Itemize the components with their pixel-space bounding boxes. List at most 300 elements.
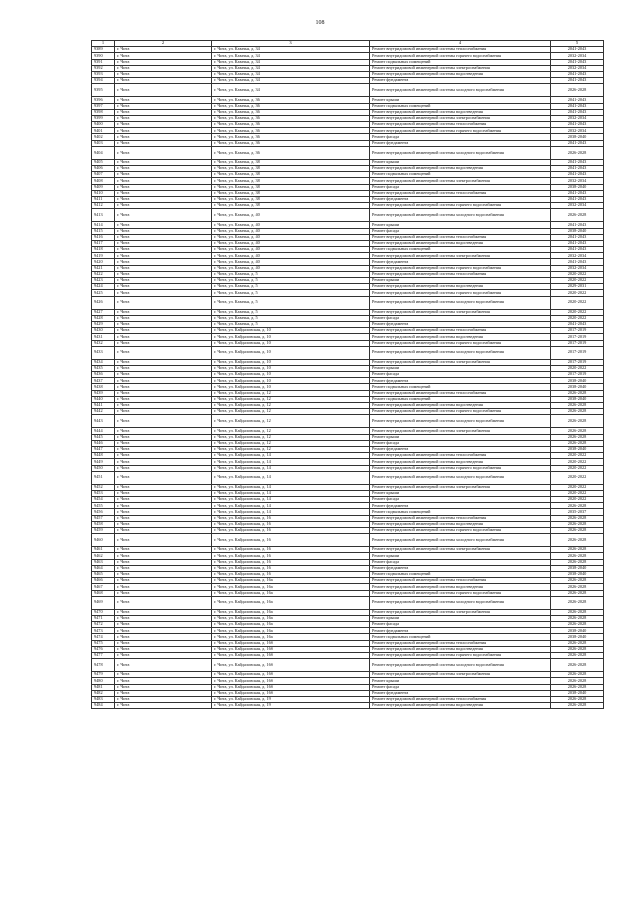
repair-period: 2017-2019: [551, 340, 604, 346]
row-number: 9481: [92, 684, 115, 690]
row-number: 9412: [92, 203, 115, 209]
row-number: 9437: [92, 378, 115, 384]
address: г. Чита, ул. Кайдаловская, д. 16б: [212, 684, 370, 690]
settlement: г. Чита: [115, 321, 212, 327]
address: г. Чита, ул. Казачья, д. 34: [212, 84, 370, 97]
repair-period: 2026-2028: [551, 584, 604, 590]
address: г. Чита, ул. Казачья, д. 38: [212, 203, 370, 209]
row-number: 9424: [92, 284, 115, 290]
repair-period: 2038-2040: [551, 228, 604, 234]
work-type: Ремонт фундамента: [370, 321, 551, 327]
table-row: [92, 346, 604, 359]
row-number: 9433: [92, 346, 115, 359]
settlement: г. Чита: [115, 296, 212, 309]
work-type: Ремонт крыши: [370, 490, 551, 496]
address: г. Чита, ул. Казачья, д. 38: [212, 166, 370, 172]
settlement: г. Чита: [115, 328, 212, 334]
row-number: 9479: [92, 672, 115, 678]
repair-period: 2041-2043: [551, 190, 604, 196]
settlement: г. Чита: [115, 115, 212, 121]
settlement: г. Чита: [115, 415, 212, 428]
repair-period: 2041-2043: [551, 234, 604, 240]
repair-period: 2020-2022: [551, 459, 604, 465]
row-number: 9466: [92, 578, 115, 584]
work-type: Ремонт внутридомовой инженерной системы теплоснабжения: [370, 390, 551, 396]
column-number: 4: [370, 41, 551, 47]
work-type: Ремонт фундамента: [370, 196, 551, 202]
work-type: Ремонт внутридомовой инженерной системы теплоснабжения: [370, 578, 551, 584]
settlement: г. Чита: [115, 334, 212, 340]
repair-period: 2026-2028: [551, 640, 604, 646]
settlement: г. Чита: [115, 459, 212, 465]
work-type: Ремонт внутридомовой инженерной системы водоотведения: [370, 334, 551, 340]
repair-period: 2038-2040: [551, 571, 604, 577]
settlement: г. Чита: [115, 396, 212, 402]
settlement: г. Чита: [115, 503, 212, 509]
work-type: Ремонт внутридомовой инженерной системы водоотведения: [370, 166, 551, 172]
row-number: 9434: [92, 359, 115, 365]
repair-period: 2026-2028: [551, 684, 604, 690]
repair-period: 2032-2034: [551, 253, 604, 259]
settlement: г. Чита: [115, 271, 212, 277]
address: г. Чита, ул. Казачья, д. 36: [212, 140, 370, 146]
row-number: 9399: [92, 115, 115, 121]
settlement: г. Чита: [115, 659, 212, 672]
work-type: Ремонт подвальных помещений: [370, 59, 551, 65]
repair-period: 2017-2019: [551, 346, 604, 359]
address: г. Чита, ул. Казачья, д. 36: [212, 109, 370, 115]
work-type: Ремонт крыши: [370, 434, 551, 440]
work-type: Ремонт подвальных помещений: [370, 634, 551, 640]
row-number: 9474: [92, 634, 115, 640]
column-number: 3: [212, 41, 370, 47]
settlement: г. Чита: [115, 534, 212, 547]
repair-period: 2038-2040: [551, 184, 604, 190]
work-type: Ремонт внутридомовой инженерной системы водоотведения: [370, 459, 551, 465]
address: г. Чита, ул. Кайдаловская, д. 16: [212, 515, 370, 521]
address: г. Чита, ул. Казачья, д. 40: [212, 265, 370, 271]
address: г. Чита, ул. Кайдаловская, д. 12: [212, 434, 370, 440]
work-type: Ремонт внутридомовой инженерной системы холодного водоснабжения: [370, 209, 551, 222]
row-number: 9418: [92, 247, 115, 253]
row-number: 9398: [92, 109, 115, 115]
row-number: 9401: [92, 128, 115, 134]
repair-period: 2038-2040: [551, 628, 604, 634]
repair-period: 2038-2040: [551, 134, 604, 140]
work-type: Ремонт внутридомовой инженерной системы электроснабжения: [370, 253, 551, 259]
repair-period: 2026-2028: [551, 390, 604, 396]
row-number: 9457: [92, 515, 115, 521]
row-number: 9448: [92, 453, 115, 459]
address: г. Чита, ул. Казачья, д. 40: [212, 209, 370, 222]
address: г. Чита, ул. Кайдаловская, д. 10: [212, 346, 370, 359]
work-type: Ремонт внутридомовой инженерной системы водоотведения: [370, 240, 551, 246]
settlement: г. Чита: [115, 346, 212, 359]
address: г. Чита, ул. Кайдаловская, д. 19: [212, 696, 370, 702]
row-number: 9410: [92, 190, 115, 196]
settlement: г. Чита: [115, 140, 212, 146]
work-type: Ремонт внутридомовой инженерной системы горячего водоснабжения: [370, 290, 551, 296]
address: г. Чита, ул. Казачья, д. 36: [212, 134, 370, 140]
address: г. Чита, ул. Казачья, д. 38: [212, 196, 370, 202]
repair-period: 2041-2043: [551, 122, 604, 128]
address: г. Чита, ул. Кайдаловская, д. 12: [212, 440, 370, 446]
work-type: Ремонт фундамента: [370, 378, 551, 384]
row-number: 9478: [92, 659, 115, 672]
address: г. Чита, ул. Кайдаловская, д. 12: [212, 415, 370, 428]
address: г. Чита, ул. Кайдаловская, д. 14: [212, 497, 370, 503]
settlement: г. Чита: [115, 622, 212, 628]
settlement: г. Чита: [115, 465, 212, 471]
work-type: Ремонт внутридомовой инженерной системы электроснабжения: [370, 115, 551, 121]
work-type: Ремонт внутридомовой инженерной системы горячего водоснабжения: [370, 340, 551, 346]
work-type: Ремонт внутридомовой инженерной системы горячего водоснабжения: [370, 465, 551, 471]
repair-period: 2032-2034: [551, 265, 604, 271]
settlement: г. Чита: [115, 484, 212, 490]
repair-period: 2041-2043: [551, 247, 604, 253]
work-type: Ремонт внутридомовой инженерной системы водоотведения: [370, 703, 551, 709]
settlement: г. Чита: [115, 103, 212, 109]
work-type: Ремонт внутридомовой инженерной системы электроснабжения: [370, 609, 551, 615]
address: г. Чита, ул. Казачья, д. 5: [212, 321, 370, 327]
settlement: г. Чита: [115, 190, 212, 196]
work-type: Ремонт фундамента: [370, 140, 551, 146]
work-type: Ремонт внутридомовой инженерной системы теплоснабжения: [370, 271, 551, 277]
repair-period: 2041-2043: [551, 78, 604, 84]
settlement: г. Чита: [115, 372, 212, 378]
repair-period: 2029-2031: [551, 284, 604, 290]
repair-period: 2017-2019: [551, 359, 604, 365]
row-number: 9463: [92, 559, 115, 565]
repair-period: 2041-2043: [551, 59, 604, 65]
settlement: г. Чита: [115, 122, 212, 128]
repair-period: 2017-2019: [551, 334, 604, 340]
table-row: [92, 659, 604, 672]
address: г. Чита, ул. Кайдаловская, д. 12: [212, 396, 370, 402]
table-row: [92, 703, 604, 709]
work-type: Ремонт фасада: [370, 315, 551, 321]
settlement: г. Чита: [115, 290, 212, 296]
address: г. Чита, ул. Казачья, д. 40: [212, 259, 370, 265]
settlement: г. Чита: [115, 166, 212, 172]
settlement: г. Чита: [115, 596, 212, 609]
row-number: 9427: [92, 309, 115, 315]
settlement: г. Чита: [115, 234, 212, 240]
address: г. Чита, ул. Казачья, д. 34: [212, 65, 370, 71]
settlement: г. Чита: [115, 521, 212, 527]
row-number: 9458: [92, 521, 115, 527]
repair-period: 2041-2043: [551, 71, 604, 77]
settlement: г. Чита: [115, 178, 212, 184]
settlement: г. Чита: [115, 159, 212, 165]
address: г. Чита, ул. Казачья, д. 36: [212, 103, 370, 109]
row-number: 9444: [92, 428, 115, 434]
address: г. Чита, ул. Казачья, д. 40: [212, 253, 370, 259]
work-type: Ремонт фасада: [370, 440, 551, 446]
repair-period: 2032-2034: [551, 178, 604, 184]
work-type: Ремонт крыши: [370, 615, 551, 621]
work-type: Ремонт внутридомовой инженерной системы теплоснабжения: [370, 328, 551, 334]
settlement: г. Чита: [115, 440, 212, 446]
repair-period: 2026-2028: [551, 590, 604, 596]
address: г. Чита, ул. Казачья, д. 34: [212, 53, 370, 59]
row-number: 9430: [92, 328, 115, 334]
work-type: Ремонт внутридомовой инженерной системы холодного водоснабжения: [370, 84, 551, 97]
work-type: Ремонт фасада: [370, 684, 551, 690]
repair-period: 2035-2037: [551, 509, 604, 515]
row-number: 9484: [92, 703, 115, 709]
row-number: 9413: [92, 209, 115, 222]
repair-period: 2020-2022: [551, 471, 604, 484]
row-number: 9471: [92, 615, 115, 621]
row-number: 9455: [92, 503, 115, 509]
row-number: 9467: [92, 584, 115, 590]
address: г. Чита, ул. Кайдаловская, д. 12: [212, 428, 370, 434]
settlement: г. Чита: [115, 309, 212, 315]
settlement: г. Чита: [115, 609, 212, 615]
table-body: [92, 47, 604, 709]
address: г. Чита, ул. Кайдаловская, д. 10: [212, 328, 370, 334]
row-number: 9450: [92, 465, 115, 471]
repair-period: 2026-2028: [551, 146, 604, 159]
row-number: 9432: [92, 340, 115, 346]
repair-period: 2026-2028: [551, 428, 604, 434]
repair-period: 2041-2043: [551, 196, 604, 202]
repair-period: 2026-2028: [551, 434, 604, 440]
work-type: Ремонт внутридомовой инженерной системы электроснабжения: [370, 547, 551, 553]
work-type: Ремонт подвальных помещений: [370, 247, 551, 253]
row-number: 9416: [92, 234, 115, 240]
table-row: [92, 296, 604, 309]
address: г. Чита, ул. Кайдаловская, д. 12: [212, 390, 370, 396]
repair-period: 2026-2028: [551, 609, 604, 615]
column-number: 5: [551, 41, 604, 47]
row-number: 9396: [92, 97, 115, 103]
work-type: Ремонт внутридомовой инженерной системы водоотведения: [370, 284, 551, 290]
row-number: 9462: [92, 553, 115, 559]
row-number: 9475: [92, 640, 115, 646]
settlement: г. Чита: [115, 59, 212, 65]
address: г. Чита, ул. Кайдаловская, д. 10: [212, 334, 370, 340]
row-number: 9464: [92, 565, 115, 571]
address: г. Чита, ул. Казачья, д. 38: [212, 190, 370, 196]
address: г. Чита, ул. Кайдаловская, д. 16а: [212, 578, 370, 584]
settlement: г. Чита: [115, 515, 212, 521]
settlement: г. Чита: [115, 78, 212, 84]
work-type: Ремонт подвальных помещений: [370, 509, 551, 515]
settlement: г. Чита: [115, 390, 212, 396]
address: г. Чита, ул. Казачья, д. 38: [212, 172, 370, 178]
repair-period: 2041-2043: [551, 259, 604, 265]
row-number: 9476: [92, 646, 115, 652]
repair-period: 2041-2043: [551, 97, 604, 103]
work-type: Ремонт внутридомовой инженерной системы холодного водоснабжения: [370, 346, 551, 359]
work-type: Ремонт фундамента: [370, 78, 551, 84]
work-type: Ремонт крыши: [370, 365, 551, 371]
work-type: Ремонт крыши: [370, 278, 551, 284]
row-number: 9414: [92, 222, 115, 228]
address: г. Чита, ул. Кайдаловская, д. 16а: [212, 609, 370, 615]
settlement: г. Чита: [115, 403, 212, 409]
repair-period: 2026-2028: [551, 553, 604, 559]
address: г. Чита, ул. Кайдаловская, д. 16б: [212, 690, 370, 696]
row-number: 9454: [92, 497, 115, 503]
work-type: Ремонт внутридомовой инженерной системы водоотведения: [370, 646, 551, 652]
settlement: г. Чита: [115, 47, 212, 53]
row-number: 9477: [92, 653, 115, 659]
row-number: 9408: [92, 178, 115, 184]
settlement: г. Чита: [115, 628, 212, 634]
repair-period: 2026-2028: [551, 678, 604, 684]
column-number: 1: [92, 41, 115, 47]
settlement: г. Чита: [115, 672, 212, 678]
address: г. Чита, ул. Кайдаловская, д. 10: [212, 378, 370, 384]
settlement: г. Чита: [115, 146, 212, 159]
address: г. Чита, ул. Кайдаловская, д. 14: [212, 471, 370, 484]
row-number: 9395: [92, 84, 115, 97]
repair-period: 2032-2034: [551, 53, 604, 59]
repair-period: 2026-2028: [551, 578, 604, 584]
row-number: 9438: [92, 384, 115, 390]
repair-period: 2026-2028: [551, 559, 604, 565]
repair-period: 2032-2034: [551, 128, 604, 134]
settlement: г. Чита: [115, 184, 212, 190]
work-type: Ремонт внутридомовой инженерной системы холодного водоснабжения: [370, 415, 551, 428]
settlement: г. Чита: [115, 284, 212, 290]
address: г. Чита, ул. Кайдаловская, д. 16б: [212, 653, 370, 659]
repair-period: 2041-2043: [551, 321, 604, 327]
settlement: г. Чита: [115, 590, 212, 596]
address: г. Чита, ул. Казачья, д. 38: [212, 159, 370, 165]
row-number: 9409: [92, 184, 115, 190]
work-type: Ремонт внутридомовой инженерной системы электроснабжения: [370, 484, 551, 490]
repair-period: 2017-2019: [551, 372, 604, 378]
row-number: 9431: [92, 334, 115, 340]
work-type: Ремонт внутридомовой инженерной системы теплоснабжения: [370, 515, 551, 521]
table-row: [92, 471, 604, 484]
table-row: [92, 209, 604, 222]
work-type: Ремонт внутридомовой инженерной системы горячего водоснабжения: [370, 653, 551, 659]
repair-period: 2026-2028: [551, 409, 604, 415]
address: г. Чита, ул. Кайдаловская, д. 14: [212, 490, 370, 496]
address: г. Чита, ул. Казачья, д. 34: [212, 71, 370, 77]
work-type: Ремонт внутридомовой инженерной системы холодного водоснабжения: [370, 534, 551, 547]
address: г. Чита, ул. Кайдаловская, д. 16б: [212, 640, 370, 646]
settlement: г. Чита: [115, 640, 212, 646]
row-number: 9482: [92, 690, 115, 696]
page-number: 108: [315, 20, 325, 26]
repair-period: 2026-2028: [551, 596, 604, 609]
repair-period: 2041-2043: [551, 240, 604, 246]
address: г. Чита, ул. Казачья, д. 5: [212, 315, 370, 321]
repair-period: 2041-2043: [551, 166, 604, 172]
address: г. Чита, ул. Казачья, д. 36: [212, 122, 370, 128]
settlement: г. Чита: [115, 453, 212, 459]
repair-period: 2038-2040: [551, 446, 604, 452]
repair-period: 2020-2022: [551, 271, 604, 277]
repair-period: 2026-2028: [551, 696, 604, 702]
settlement: г. Чита: [115, 571, 212, 577]
address: г. Чита, ул. Казачья, д. 34: [212, 78, 370, 84]
repair-period: 2038-2040: [551, 565, 604, 571]
repair-period: 2026-2028: [551, 646, 604, 652]
repair-period: 2026-2028: [551, 528, 604, 534]
row-number: 9480: [92, 678, 115, 684]
settlement: г. Чита: [115, 634, 212, 640]
work-type: Ремонт фасада: [370, 228, 551, 234]
address: г. Чита, ул. Казачья, д. 40: [212, 222, 370, 228]
repair-period: 2041-2043: [551, 109, 604, 115]
repair-period: 2041-2043: [551, 172, 604, 178]
address: г. Чита, ул. Кайдаловская, д. 14: [212, 484, 370, 490]
row-number: 9445: [92, 434, 115, 440]
row-number: 9429: [92, 321, 115, 327]
settlement: г. Чита: [115, 615, 212, 621]
address: г. Чита, ул. Кайдаловская, д. 16: [212, 521, 370, 527]
row-number: 9440: [92, 396, 115, 402]
repair-period: 2026-2028: [551, 534, 604, 547]
settlement: г. Чита: [115, 228, 212, 234]
address: г. Чита, ул. Кайдаловская, д. 16а: [212, 622, 370, 628]
work-type: Ремонт крыши: [370, 97, 551, 103]
repair-period: 2026-2028: [551, 703, 604, 709]
settlement: г. Чита: [115, 253, 212, 259]
capital-repair-table: [91, 40, 604, 709]
settlement: г. Чита: [115, 446, 212, 452]
repair-period: 2020-2022: [551, 296, 604, 309]
repair-period: 2020-2022: [551, 278, 604, 284]
work-type: Ремонт внутридомовой инженерной системы холодного водоснабжения: [370, 146, 551, 159]
work-type: Ремонт крыши: [370, 678, 551, 684]
settlement: г. Чита: [115, 428, 212, 434]
repair-period: 2026-2028: [551, 440, 604, 446]
table-row: [92, 534, 604, 547]
address: г. Чита, ул. Казачья, д. 36: [212, 146, 370, 159]
work-type: Ремонт фундамента: [370, 565, 551, 571]
work-type: Ремонт внутридомовой инженерной системы холодного водоснабжения: [370, 659, 551, 672]
address: г. Чита, ул. Кайдаловская, д. 16: [212, 565, 370, 571]
address: г. Чита, ул. Казачья, д. 36: [212, 97, 370, 103]
settlement: г. Чита: [115, 134, 212, 140]
row-number: 9406: [92, 166, 115, 172]
work-type: Ремонт внутридомовой инженерной системы холодного водоснабжения: [370, 471, 551, 484]
settlement: г. Чита: [115, 578, 212, 584]
address: г. Чита, ул. Кайдаловская, д. 16а: [212, 628, 370, 634]
address: г. Чита, ул. Кайдаловская, д. 16: [212, 534, 370, 547]
work-type: Ремонт внутридомовой инженерной системы водоотведения: [370, 584, 551, 590]
address: г. Чита, ул. Кайдаловская, д. 16а: [212, 634, 370, 640]
row-number: 9394: [92, 78, 115, 84]
address: г. Чита, ул. Казачья, д. 36: [212, 128, 370, 134]
repair-period: 2020-2022: [551, 365, 604, 371]
address: г. Чита, ул. Кайдаловская, д. 14: [212, 509, 370, 515]
work-type: Ремонт фундамента: [370, 503, 551, 509]
address: г. Чита, ул. Кайдаловская, д. 14: [212, 459, 370, 465]
settlement: г. Чита: [115, 509, 212, 515]
repair-period: 2041-2043: [551, 140, 604, 146]
work-type: Ремонт фасада: [370, 497, 551, 503]
settlement: г. Чита: [115, 547, 212, 553]
work-type: Ремонт подвальных помещений: [370, 571, 551, 577]
row-number: 9465: [92, 571, 115, 577]
row-number: 9421: [92, 265, 115, 271]
repair-period: 2026-2028: [551, 503, 604, 509]
row-number: 9426: [92, 296, 115, 309]
repair-period: 2032-2034: [551, 115, 604, 121]
work-type: Ремонт подвальных помещений: [370, 396, 551, 402]
repair-period: 2026-2028: [551, 84, 604, 97]
work-type: Ремонт фундамента: [370, 690, 551, 696]
